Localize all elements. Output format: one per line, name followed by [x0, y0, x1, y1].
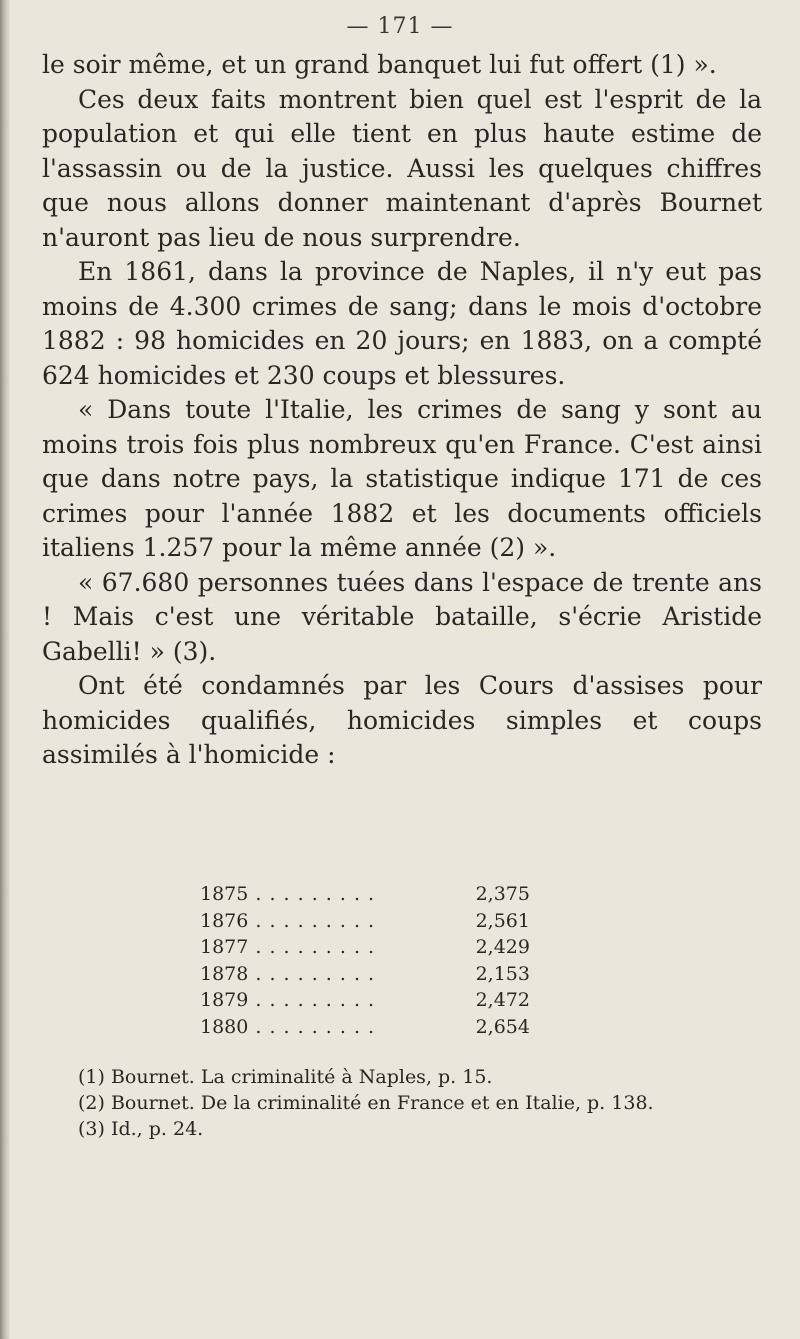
value-cell: 2,153: [475, 962, 530, 985]
value-cell: 2,654: [475, 1015, 530, 1038]
footnote: (3) Id., p. 24.: [78, 1118, 204, 1140]
year-cell: 1876 . . .: [200, 908, 400, 935]
footnotes: [78, 1064, 778, 1142]
body-text: [42, 48, 762, 773]
table-row: [200, 881, 530, 908]
year-cell: 1877 . . .: [200, 934, 400, 961]
value-cell: 2,472: [475, 989, 530, 1011]
table-row: [200, 908, 530, 935]
table-row: [200, 934, 530, 961]
footnote: (2) Bournet. De la criminalité en France et en Italie, p. 138.: [78, 1092, 654, 1114]
paragraph: « Dans toute l'Italie, les crimes de sang y sont au moins trois fois plus nombreux qu'en France. C'est ainsi que dans notre pays, la statistique indique 171 de ces crimes pour l'année 1882 et les documents officiels italiens 1.257 pour la même année (2) ».: [42, 395, 762, 562]
year-cell: 1878 . . .: [200, 961, 400, 988]
paragraph-continuation: le soir même, et un grand banquet lui fut offert (1) ».: [42, 50, 717, 79]
table-row: [200, 1014, 530, 1041]
year-cell: 1875 . . .: [200, 881, 400, 908]
conviction-statistics-table: [200, 881, 530, 1040]
year-cell: 1880 . . .: [200, 1014, 400, 1041]
value-cell: 2,375: [475, 883, 530, 905]
page-number: — 171 —: [346, 14, 454, 39]
paragraph: Ont été condamnés par les Cours d'assises pour homicides qualifiés, homicides simples et coups assimilés à l'homicide :: [42, 671, 762, 769]
footnote: (1) Bournet. La criminalité à Naples, p. 15.: [78, 1066, 493, 1088]
page-edge-shadow: [0, 0, 10, 1339]
paragraph: En 1861, dans la province de Naples, il n'y eut pas moins de 4.300 crimes de sang; dans le mois d'octobre 1882 : 98 homicides en 20 jours; en 1883, on a compté 624 homicides et 230 coups et blessures.: [42, 257, 762, 390]
year-cell: 1879 . . .: [200, 987, 400, 1014]
table-row: [200, 961, 530, 988]
value-cell: 2,561: [475, 909, 530, 932]
value-cell: 2,429: [475, 936, 530, 958]
paragraph: Ces deux faits montrent bien quel est l'esprit de la population et qui elle tient en plus haute estime de l'assassin ou de la justice. Aussi les quelques chiffres que nous allons donner maintenant d'après Bournet n'auront pas lieu de nous surprendre.: [42, 84, 762, 252]
paragraph: « 67.680 personnes tuées dans l'espace de trente ans ! Mais c'est une véritable bataille, s'écrie Aristide Gabelli! » (3).: [42, 567, 762, 666]
table-row: [200, 987, 530, 1014]
